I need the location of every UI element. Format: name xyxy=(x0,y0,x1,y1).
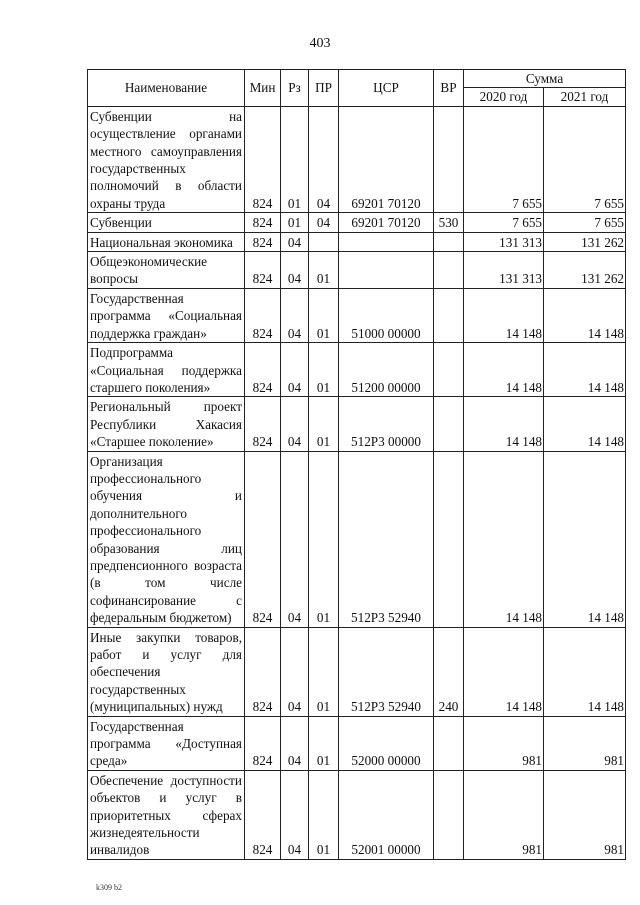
table-row xyxy=(88,252,626,289)
cell-y2021: 14 148 xyxy=(544,627,626,716)
cell-vr: 530 xyxy=(434,213,464,232)
header-name: Наименование xyxy=(88,70,245,107)
cell-y2020: 14 148 xyxy=(464,451,544,627)
cell-name: Организация профессионального обучения и дополнительного профессионального образования лиц предпенсионного возраста (в том числе софинансирование с федеральным бюджетом) xyxy=(88,451,245,627)
cell-name: Общеэкономические вопросы xyxy=(88,252,245,289)
cell-min: 824 xyxy=(245,213,281,232)
cell-y2020: 7 655 xyxy=(464,213,544,232)
cell-vr xyxy=(434,232,464,251)
cell-name: Обеспечение доступности объектов и услуг в приоритетных сферах жизнедеятельности инвалидов xyxy=(88,770,245,859)
table-row xyxy=(88,627,626,716)
cell-y2020: 14 148 xyxy=(464,397,544,451)
table-row xyxy=(88,232,626,251)
cell-name: Региональный проект Республики Хакасия «Старшее поколение» xyxy=(88,397,245,451)
cell-vr xyxy=(434,770,464,859)
cell-vr xyxy=(434,343,464,397)
budget-table xyxy=(87,69,626,860)
cell-rz: 04 xyxy=(281,627,309,716)
cell-y2021: 7 655 xyxy=(544,106,626,212)
footer-mark: k309 b2 xyxy=(96,883,122,892)
cell-vr: 240 xyxy=(434,627,464,716)
cell-y2021: 14 148 xyxy=(544,288,626,342)
cell-name: Субвенции на осуществление органами местного самоуправления государственных полномочий в области охраны труда xyxy=(88,106,245,212)
table-row xyxy=(88,451,626,627)
cell-csr: 512P3 52940 xyxy=(339,451,434,627)
cell-rz: 04 xyxy=(281,716,309,770)
cell-pr xyxy=(309,232,339,251)
cell-csr: 69201 70120 xyxy=(339,213,434,232)
cell-pr: 01 xyxy=(309,716,339,770)
header-vr: ВР xyxy=(434,70,464,107)
cell-name: Национальная экономика xyxy=(88,232,245,251)
cell-rz: 04 xyxy=(281,343,309,397)
cell-name: Государственная программа «Доступная среда» xyxy=(88,716,245,770)
cell-pr: 04 xyxy=(309,106,339,212)
table-row xyxy=(88,770,626,859)
header-year-2021: 2021 год xyxy=(544,88,626,106)
cell-csr: 52000 00000 xyxy=(339,716,434,770)
cell-csr: 51000 00000 xyxy=(339,288,434,342)
cell-vr xyxy=(434,288,464,342)
cell-vr xyxy=(434,106,464,212)
table-row xyxy=(88,288,626,342)
cell-min: 824 xyxy=(245,397,281,451)
cell-y2020: 14 148 xyxy=(464,288,544,342)
cell-csr: 69201 70120 xyxy=(339,106,434,212)
cell-y2021: 7 655 xyxy=(544,213,626,232)
cell-y2021: 981 xyxy=(544,770,626,859)
cell-rz: 04 xyxy=(281,451,309,627)
cell-min: 824 xyxy=(245,232,281,251)
cell-rz: 04 xyxy=(281,288,309,342)
page-number: 403 xyxy=(309,36,331,51)
cell-y2020: 14 148 xyxy=(464,627,544,716)
cell-min: 824 xyxy=(245,343,281,397)
cell-pr: 01 xyxy=(309,343,339,397)
cell-csr xyxy=(339,232,434,251)
cell-name: Государственная программа «Социальная поддержка граждан» xyxy=(88,288,245,342)
cell-min: 824 xyxy=(245,106,281,212)
cell-min: 824 xyxy=(245,716,281,770)
cell-vr xyxy=(434,252,464,289)
cell-csr: 51200 00000 xyxy=(339,343,434,397)
cell-pr: 01 xyxy=(309,397,339,451)
cell-y2020: 14 148 xyxy=(464,343,544,397)
cell-csr xyxy=(339,252,434,289)
table-row xyxy=(88,106,626,212)
cell-pr: 01 xyxy=(309,288,339,342)
cell-csr: 512P3 52940 xyxy=(339,627,434,716)
cell-rz: 04 xyxy=(281,397,309,451)
cell-vr xyxy=(434,716,464,770)
table-header xyxy=(88,70,626,107)
cell-pr: 01 xyxy=(309,770,339,859)
cell-pr: 01 xyxy=(309,627,339,716)
table-row xyxy=(88,343,626,397)
cell-pr: 01 xyxy=(309,252,339,289)
cell-y2020: 981 xyxy=(464,770,544,859)
table-row xyxy=(88,213,626,232)
header-csr: ЦСР xyxy=(339,70,434,107)
cell-rz: 01 xyxy=(281,106,309,212)
cell-pr: 04 xyxy=(309,213,339,232)
header-pr: ПР xyxy=(309,70,339,107)
cell-csr: 512P3 00000 xyxy=(339,397,434,451)
cell-min: 824 xyxy=(245,451,281,627)
cell-y2021: 981 xyxy=(544,716,626,770)
table-body xyxy=(88,106,626,859)
cell-min: 824 xyxy=(245,288,281,342)
cell-y2020: 131 313 xyxy=(464,232,544,251)
header-rz: Рз xyxy=(281,70,309,107)
header-sum: Сумма xyxy=(464,70,626,88)
table-row xyxy=(88,397,626,451)
cell-min: 824 xyxy=(245,252,281,289)
cell-pr: 01 xyxy=(309,451,339,627)
cell-rz: 01 xyxy=(281,213,309,232)
table-row xyxy=(88,716,626,770)
header-year-2020: 2020 год xyxy=(464,88,544,106)
cell-y2021: 14 148 xyxy=(544,397,626,451)
cell-y2021: 14 148 xyxy=(544,343,626,397)
cell-rz: 04 xyxy=(281,252,309,289)
cell-min: 824 xyxy=(245,627,281,716)
cell-y2021: 14 148 xyxy=(544,451,626,627)
cell-y2020: 981 xyxy=(464,716,544,770)
cell-rz: 04 xyxy=(281,770,309,859)
cell-rz: 04 xyxy=(281,232,309,251)
cell-y2020: 7 655 xyxy=(464,106,544,212)
cell-vr xyxy=(434,451,464,627)
header-min: Мин xyxy=(245,70,281,107)
cell-y2021: 131 262 xyxy=(544,252,626,289)
cell-name: Подпрограмма «Социальная поддержка старшего поколения» xyxy=(88,343,245,397)
cell-y2020: 131 313 xyxy=(464,252,544,289)
cell-vr xyxy=(434,397,464,451)
cell-min: 824 xyxy=(245,770,281,859)
cell-name: Иные закупки товаров, работ и услуг для обеспечения государственных (муниципальных) нужд xyxy=(88,627,245,716)
cell-y2021: 131 262 xyxy=(544,232,626,251)
cell-csr: 52001 00000 xyxy=(339,770,434,859)
cell-name: Субвенции xyxy=(88,213,245,232)
